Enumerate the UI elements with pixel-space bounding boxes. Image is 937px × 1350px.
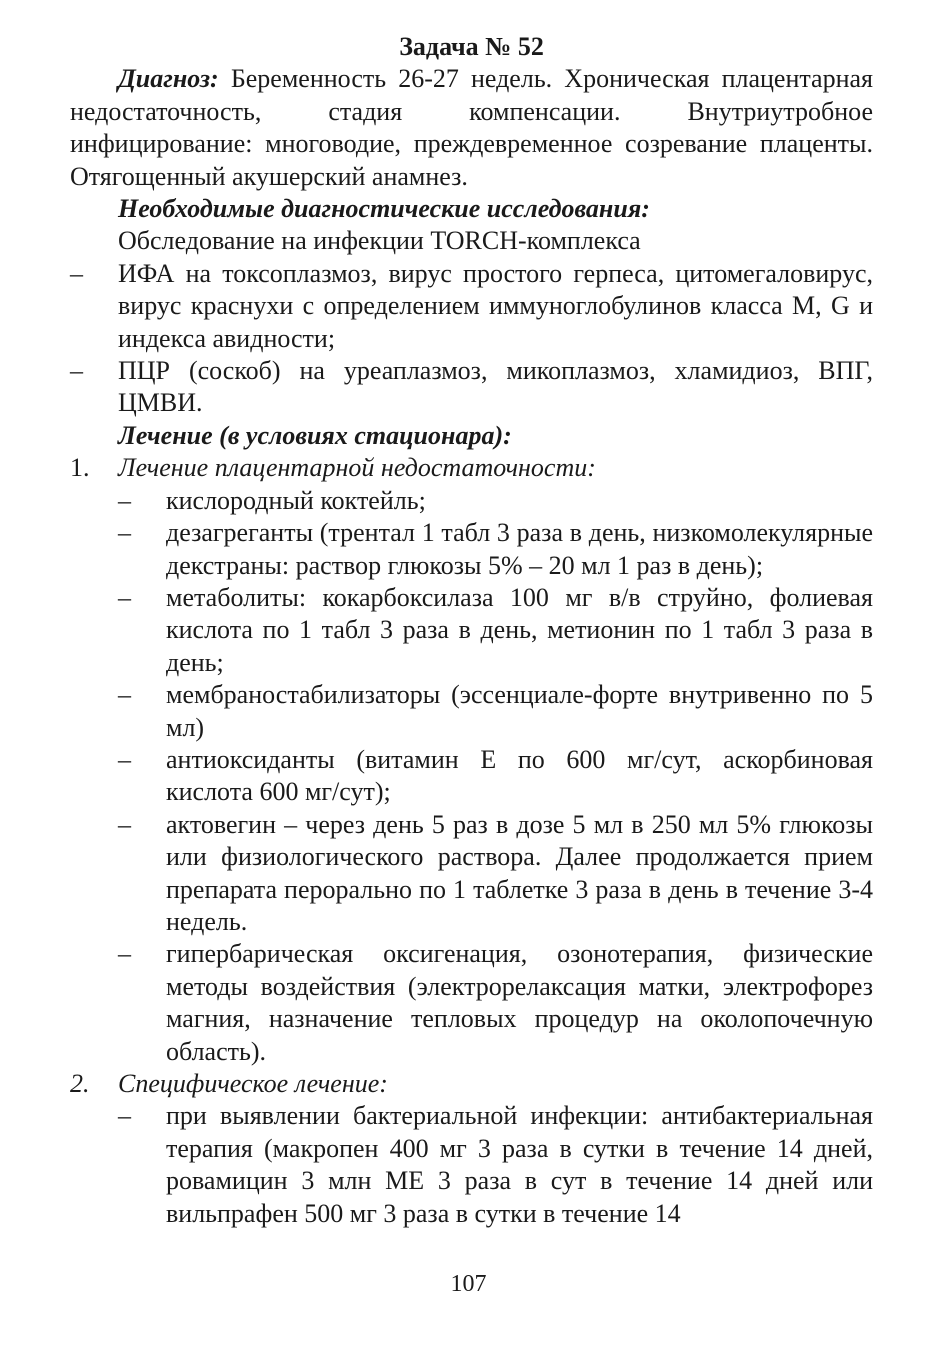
- dash-bullet: –: [118, 939, 131, 969]
- treatment-item: [70, 1100, 873, 1230]
- treatment-item: [70, 679, 873, 744]
- treatment-item-text: дезагреганты (трентал 1 табл 3 раза в день, низкомолекулярные декстраны: раствор глюкозы 5% – 20 мл 1 раз в день);: [166, 518, 873, 580]
- diagnosis-label: Диагноз:: [118, 64, 219, 94]
- treatment-item: [70, 744, 873, 809]
- treatment-item-text: при выявлении бактериальной инфекции: антибактериальная терапия (макропен 400 мг 3 раза в сутки в течение 14 дней, ровамицин 3 млн МЕ 3 раза в сут в течение 14 дней или вильпрафен 500 мг 3 раза в сутки в течение 14: [166, 1101, 873, 1228]
- page-text: [70, 31, 873, 1230]
- treatment-item-text: кислородный коктейль;: [166, 485, 426, 515]
- dash-bullet: –: [118, 809, 131, 839]
- treatment-section-2: [70, 1068, 873, 1100]
- treatment-item-text: мембраностабилизаторы (эссенциале-форте внутривенно по 5 мл): [166, 680, 873, 742]
- section-title: Лечение плацентарной недостаточности:: [118, 453, 596, 483]
- treatment-item-text: актовегин – через день 5 раз в дозе 5 мл в 250 мл 5% глюкозы или физиологического раствора. Далее продолжается прием препарата перорально по 1 таблетке 3 раза в день в течение 3-4 недель.: [166, 809, 873, 936]
- diagnostics-item-text: ПЦР (соскоб) на уреаплазмоз, микоплазмоз, хламидиоз, ВПГ, ЦМВИ.: [118, 356, 873, 418]
- treatment-item: [70, 485, 873, 517]
- page-number: 107: [450, 1271, 487, 1297]
- diagnostics-intro: Обследование на инфекции TORCH-комплекса: [118, 226, 641, 256]
- dash-bullet: –: [118, 582, 131, 612]
- treatment-item-text: антиоксиданты (витамин Е по 600 мг/сут, аскорбиновая кислота 600 мг/сут);: [166, 744, 873, 807]
- treatment-item-text: метаболиты: кокарбоксилаза 100 мг в/в струйно, фолиевая кислота по 1 табл 3 раза в день, метионин по 1 табл 3 раза в день;: [166, 582, 873, 677]
- treatment-item: [70, 582, 873, 679]
- dash-bullet: –: [118, 485, 131, 515]
- treatment-section-1: [70, 452, 873, 484]
- treatment-heading: Лечение (в условиях стационара):: [118, 420, 512, 450]
- section-number: 2.: [70, 1069, 90, 1098]
- dash-bullet: –: [70, 356, 83, 386]
- diagnosis-paragraph: [70, 63, 873, 193]
- section-title: Специфическое лечение:: [118, 1069, 388, 1098]
- task-title: Задача № 52: [399, 32, 544, 61]
- dash-bullet: –: [118, 744, 131, 774]
- diagnostics-item: [70, 355, 873, 420]
- treatment-item: [70, 938, 873, 1068]
- diagnosis-text: Беременность 26-27 недель. Хроническая плацентарная недостаточность, стадия компенсации. Внутриутробное инфицирование: многоводие, преждевременное созревание плаценты. Отягощенный акушерский анамнез.: [70, 64, 873, 191]
- treatment-item: [70, 809, 873, 939]
- treatment-item: [70, 517, 873, 582]
- dash-bullet: –: [118, 680, 131, 710]
- diagnostics-item-text: ИФА на токсоплазмоз, вирус простого герпеса, цитомегаловирус, вирус краснухи с определением иммуноглобулинов класса M, G и индекса авидности;: [118, 258, 873, 353]
- treatment-item-text: гипербарическая оксигенация, озонотерапия, физические методы воздействия (электрорелаксация матки, электрофорез магния, назначение тепловых процедур на околопочечную область).: [166, 939, 873, 1066]
- dash-bullet: –: [118, 518, 131, 548]
- diagnostics-item: [70, 258, 873, 355]
- dash-bullet: –: [118, 1101, 131, 1131]
- diagnostics-heading: Необходимые диагностические исследования:: [118, 194, 650, 224]
- dash-bullet: –: [70, 258, 83, 288]
- section-number: 1.: [70, 453, 90, 483]
